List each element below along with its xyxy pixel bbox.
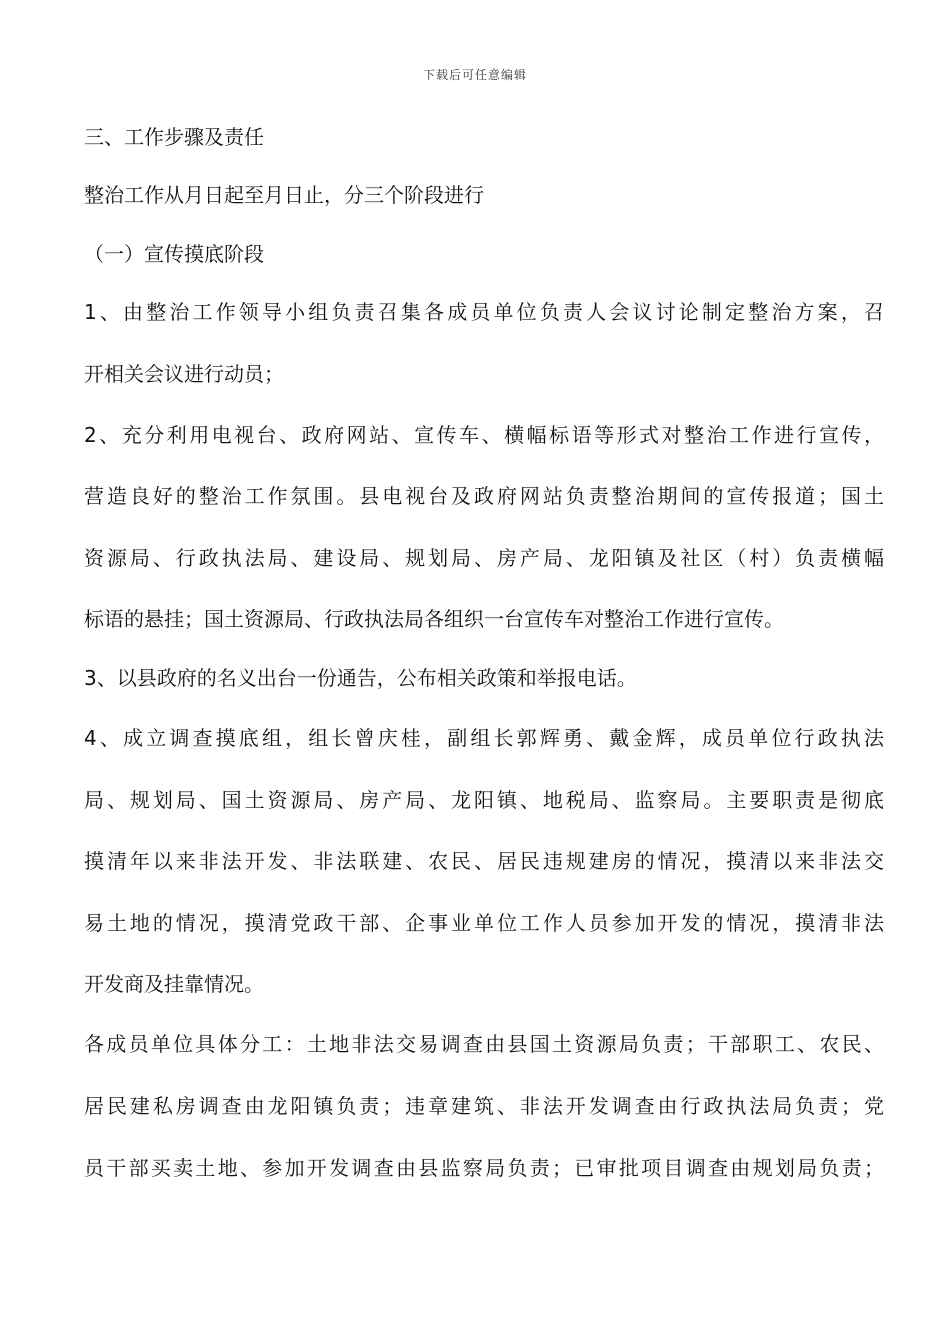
- section-heading: 三、工作步骤及责任: [84, 125, 264, 149]
- paragraph-line: 开发商及挂靠情况。: [84, 972, 264, 996]
- paragraph-line: 易土地的情况，摸清党政干部、企事业单位工作人员参加开发的情况，摸清非法: [84, 911, 884, 935]
- paragraph-line: 开相关会议进行动员；: [84, 362, 284, 386]
- paragraph-line: 1、由整治工作领导小组负责召集各成员单位负责人会议讨论制定整治方案，召: [84, 300, 884, 324]
- paragraph-line: 员干部买卖土地、参加开发调查由县监察局负责；已审批项目调查由规划局负责；: [84, 1156, 884, 1180]
- page-header: 下载后可任意编辑: [422, 68, 527, 82]
- paragraph-line: 整治工作从月日起至月日止，分三个阶段进行: [84, 183, 484, 207]
- paragraph-line: 2、充分利用电视台、政府网站、宣传车、横幅标语等形式对整治工作进行宣传，: [84, 423, 884, 447]
- subsection-heading: （一）宣传摸底阶段: [84, 242, 264, 266]
- paragraph-line: 资源局、行政执法局、建设局、规划局、房产局、龙阳镇及社区（村）负责横幅: [84, 546, 884, 570]
- paragraph-line: 营造良好的整治工作氛围。县电视台及政府网站负责整治期间的宣传报道；国土: [84, 484, 884, 508]
- paragraph-line: 3、以县政府的名义出台一份通告，公布相关政策和举报电话。: [84, 666, 637, 690]
- paragraph-line: 局、规划局、国土资源局、房产局、龙阳镇、地税局、监察局。主要职责是彻底: [84, 788, 884, 812]
- paragraph-line: 4、成立调查摸底组，组长曾庆桂，副组长郭辉勇、戴金辉，成员单位行政执法: [84, 726, 884, 750]
- paragraph-line: 各成员单位具体分工：土地非法交易调查由县国土资源局负责；干部职工、农民、: [84, 1032, 884, 1056]
- paragraph-line: 标语的悬挂；国土资源局、行政执法局各组织一台宣传车对整治工作进行宣传。: [84, 607, 784, 631]
- paragraph-line: 居民建私房调查由龙阳镇负责；违章建筑、非法开发调查由行政执法局负责；党: [84, 1094, 884, 1118]
- paragraph-line: 摸清年以来非法开发、非法联建、农民、居民违规建房的情况，摸清以来非法交: [84, 849, 884, 873]
